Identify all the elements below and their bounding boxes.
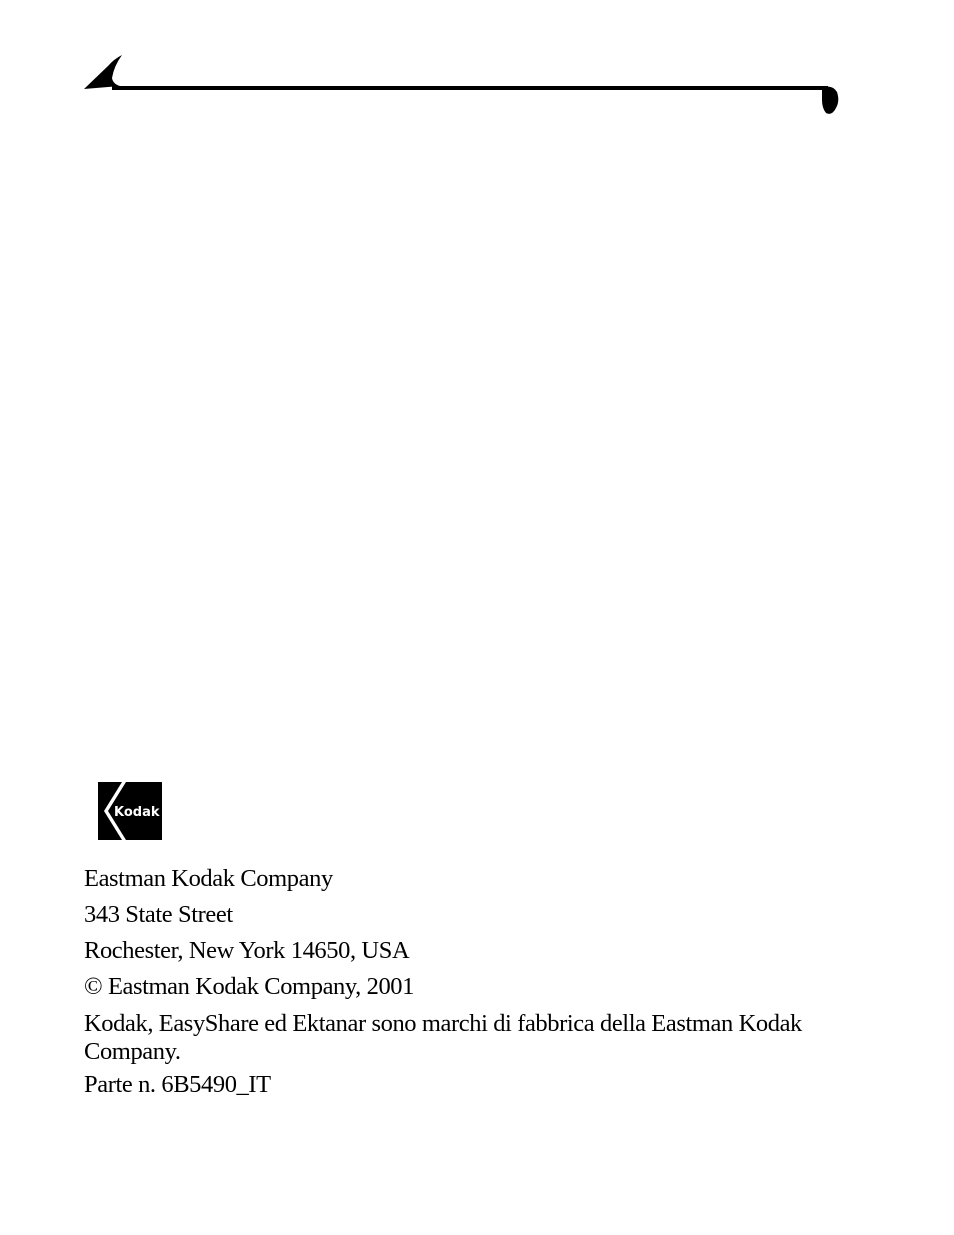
- kodak-logo: [88, 774, 168, 850]
- street-address: 343 State Street: [84, 901, 233, 928]
- logo-brand-text: Kodak: [114, 805, 160, 820]
- trademark-notice: Kodak, EasyShare ed Ektanar sono marchi di fabbrica della Eastman Kodak Company.: [84, 1010, 802, 1065]
- company-name: Eastman Kodak Company: [84, 865, 333, 892]
- city-address: Rochester, New York 14650, USA: [84, 937, 410, 964]
- part-number: Parte n. 6B5490_IT: [84, 1071, 271, 1098]
- header-end-cap-icon: [822, 87, 838, 114]
- header-swoosh-icon: [84, 55, 122, 89]
- header-rule: [0, 0, 954, 130]
- header-line: [112, 86, 828, 90]
- copyright-notice: © Eastman Kodak Company, 2001: [84, 973, 415, 1000]
- imprint-block: [84, 866, 844, 1108]
